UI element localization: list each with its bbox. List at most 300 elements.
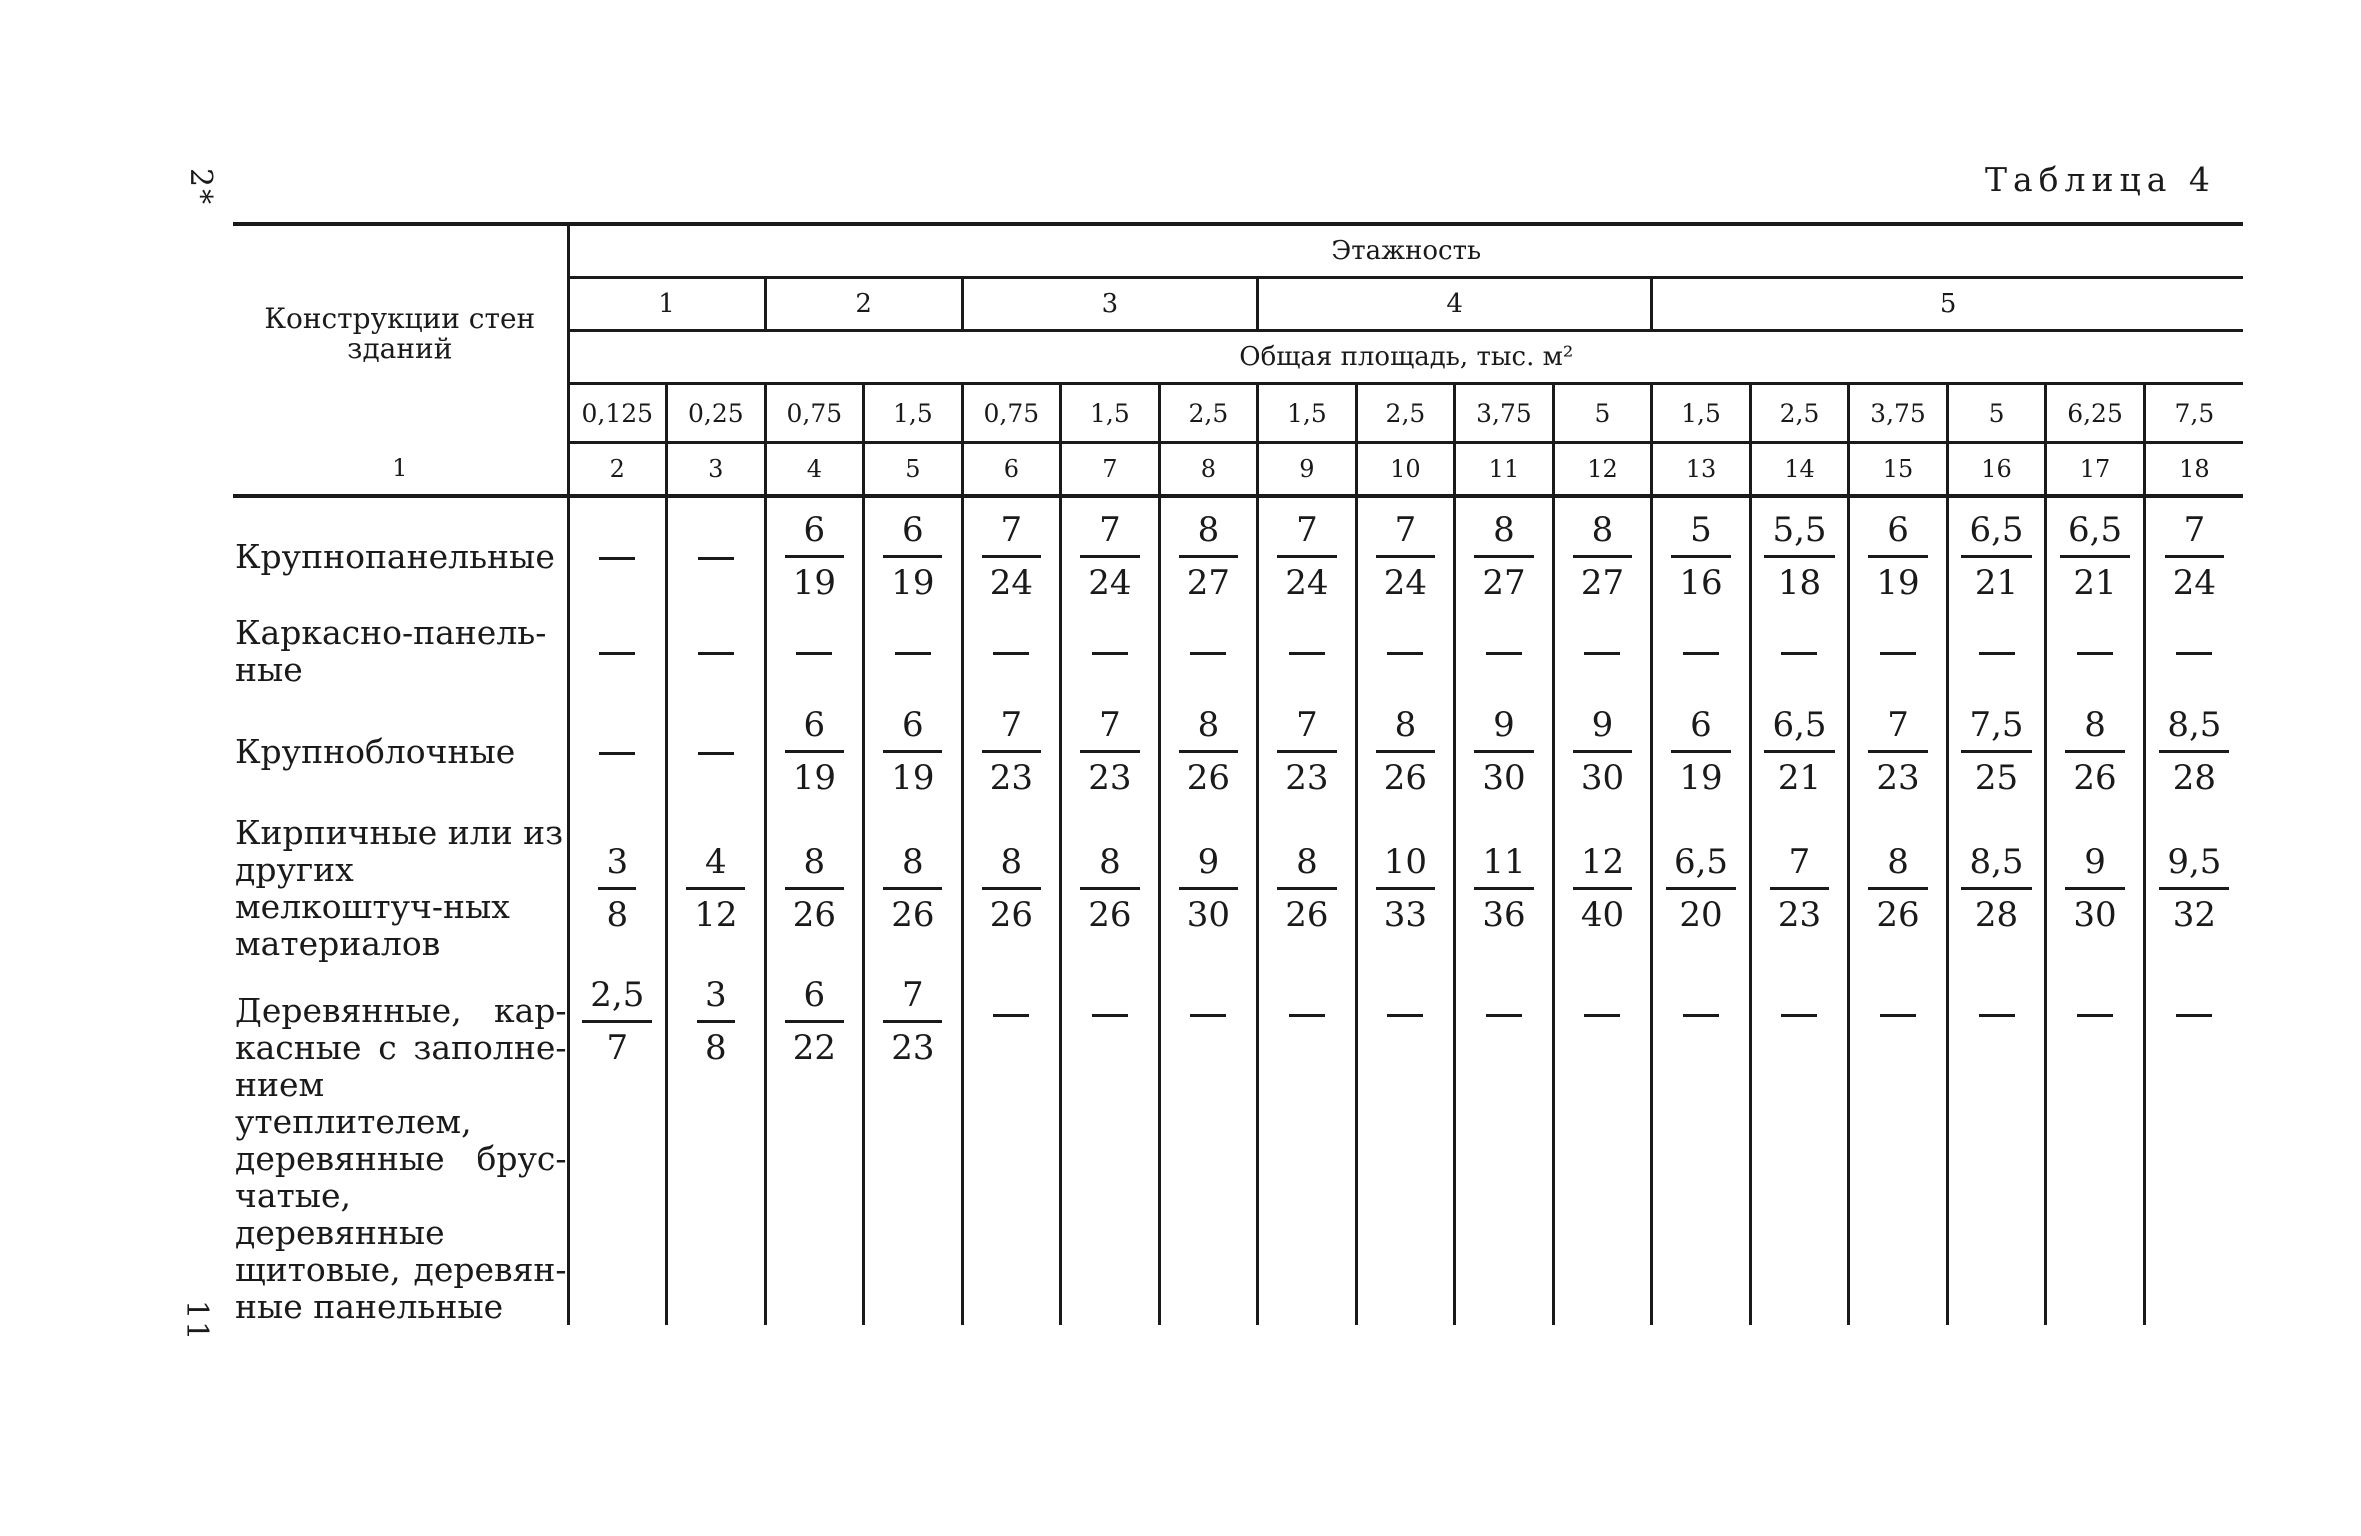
fraction-denominator: 26 bbox=[891, 894, 935, 935]
value-cell bbox=[962, 614, 1061, 688]
value-cell bbox=[1061, 814, 1160, 962]
value-cell bbox=[568, 614, 667, 688]
value-cell bbox=[765, 496, 864, 614]
fraction-denominator: 25 bbox=[1974, 757, 2019, 798]
fraction-denominator: 26 bbox=[1876, 894, 1920, 935]
fraction bbox=[2065, 837, 2124, 940]
fraction-denominator: 24 bbox=[1285, 562, 1329, 603]
area-value: 1,5 bbox=[1258, 384, 1357, 443]
fraction-denominator: 20 bbox=[1679, 894, 1723, 935]
fraction bbox=[1376, 700, 1435, 803]
fraction-numerator: 6,5 bbox=[1961, 505, 2031, 558]
fraction-numerator: 8 bbox=[1277, 837, 1336, 890]
fraction bbox=[883, 970, 942, 1073]
row-label: Кирпичные или из других мелкоштуч-ных материалов bbox=[233, 814, 568, 962]
dash-mark bbox=[1387, 652, 1423, 655]
row-label: Каркасно-панель-ные bbox=[233, 614, 568, 688]
fraction-numerator: 6 bbox=[785, 970, 844, 1023]
fraction-denominator: 27 bbox=[1482, 562, 1526, 603]
value-cell bbox=[1159, 814, 1258, 962]
dash-mark bbox=[1486, 1014, 1522, 1017]
dash-mark bbox=[698, 652, 734, 655]
fraction-numerator: 6 bbox=[1868, 505, 1927, 558]
value-cell bbox=[1750, 814, 1849, 962]
fraction bbox=[1961, 837, 2031, 940]
fraction-numerator: 12 bbox=[1573, 837, 1632, 890]
area-value: 0,75 bbox=[962, 384, 1061, 443]
fraction bbox=[785, 837, 844, 940]
fraction-numerator: 6 bbox=[785, 700, 844, 753]
value-cell bbox=[667, 962, 766, 1325]
fraction-denominator: 23 bbox=[989, 757, 1033, 798]
value-cell bbox=[667, 614, 766, 688]
value-cell bbox=[1159, 614, 1258, 688]
page-number: 11 bbox=[179, 1300, 214, 1343]
fraction bbox=[1573, 837, 1632, 940]
fraction bbox=[2159, 837, 2229, 940]
table-row bbox=[233, 962, 2243, 1325]
fraction bbox=[1868, 700, 1927, 803]
value-cell bbox=[1849, 962, 1948, 1325]
fraction-numerator: 8 bbox=[883, 837, 942, 890]
value-cell bbox=[1947, 688, 2046, 814]
fraction bbox=[982, 837, 1041, 940]
fraction bbox=[982, 700, 1041, 803]
fraction bbox=[785, 700, 844, 803]
fraction-denominator: 26 bbox=[989, 894, 1033, 935]
value-cell bbox=[1947, 614, 2046, 688]
fraction-numerator: 9 bbox=[1474, 700, 1533, 753]
header-row-column-numbers bbox=[233, 443, 2243, 497]
fraction-denominator: 30 bbox=[1580, 757, 1625, 798]
header-row-floors-title bbox=[233, 224, 2243, 278]
fraction-numerator: 5 bbox=[1671, 505, 1730, 558]
table-caption: Таблица 4 bbox=[1985, 160, 2216, 199]
fraction-numerator: 9,5 bbox=[2159, 837, 2229, 890]
fraction-numerator: 8 bbox=[1179, 700, 1238, 753]
value-cell bbox=[667, 688, 766, 814]
fraction bbox=[1474, 700, 1533, 803]
fraction-numerator: 5,5 bbox=[1764, 505, 1834, 558]
value-cell bbox=[864, 614, 963, 688]
fraction-denominator: 30 bbox=[1186, 894, 1231, 935]
area-value: 7,5 bbox=[2144, 384, 2243, 443]
page-marker-top: 2* bbox=[183, 168, 218, 207]
value-cell bbox=[864, 962, 963, 1325]
dash-mark bbox=[2077, 1014, 2113, 1017]
floor-group-2: 2 bbox=[765, 278, 962, 331]
fraction-denominator: 26 bbox=[2073, 757, 2117, 798]
value-cell bbox=[1652, 688, 1751, 814]
value-cell bbox=[1750, 496, 1849, 614]
value-cell bbox=[568, 814, 667, 962]
value-cell bbox=[1061, 688, 1160, 814]
column-number: 12 bbox=[1553, 443, 1652, 497]
column-number: 15 bbox=[1849, 443, 1948, 497]
fraction bbox=[2065, 700, 2124, 803]
value-cell bbox=[1849, 614, 1948, 688]
fraction bbox=[883, 837, 942, 940]
value-cell bbox=[1750, 688, 1849, 814]
fraction-numerator: 2,5 bbox=[582, 970, 652, 1023]
fraction-numerator: 6 bbox=[1671, 700, 1730, 753]
fraction-denominator: 8 bbox=[705, 1028, 727, 1068]
fraction bbox=[1376, 505, 1435, 608]
fraction-numerator: 6 bbox=[785, 505, 844, 558]
value-cell bbox=[962, 496, 1061, 614]
value-cell bbox=[1356, 496, 1455, 614]
value-cell bbox=[568, 962, 667, 1325]
data-table bbox=[233, 222, 2243, 1325]
fraction-denominator: 8 bbox=[606, 894, 629, 935]
fraction-denominator: 12 bbox=[694, 894, 738, 935]
dash-mark bbox=[2077, 652, 2113, 655]
fraction-numerator: 6,5 bbox=[1764, 700, 1834, 753]
fraction-denominator: 19 bbox=[792, 562, 836, 603]
floors-title: Этажность bbox=[568, 224, 2243, 278]
value-cell bbox=[962, 814, 1061, 962]
dash-mark bbox=[2176, 652, 2212, 655]
fraction-denominator: 16 bbox=[1679, 562, 1723, 603]
fraction bbox=[1179, 505, 1238, 608]
fraction-numerator: 3 bbox=[598, 837, 636, 890]
fraction bbox=[1868, 837, 1927, 940]
row-label-header: Конструкции стен зданий bbox=[233, 224, 568, 443]
fraction bbox=[785, 505, 844, 608]
fraction bbox=[1080, 837, 1139, 940]
fraction bbox=[1764, 700, 1834, 803]
column-number: 17 bbox=[2046, 443, 2145, 497]
fraction-denominator: 19 bbox=[1876, 562, 1920, 603]
value-cell bbox=[568, 688, 667, 814]
fraction-denominator: 27 bbox=[1186, 562, 1231, 603]
value-cell bbox=[1455, 814, 1554, 962]
fraction-numerator: 6 bbox=[883, 505, 942, 558]
area-value: 0,25 bbox=[667, 384, 766, 443]
fraction bbox=[1474, 505, 1533, 608]
table-row bbox=[233, 614, 2243, 688]
fraction-denominator: 7 bbox=[606, 1028, 629, 1068]
column-number: 7 bbox=[1061, 443, 1160, 497]
fraction-numerator: 8 bbox=[982, 837, 1041, 890]
dash-mark bbox=[993, 1014, 1029, 1017]
column-number: 3 bbox=[667, 443, 766, 497]
value-cell bbox=[1258, 962, 1357, 1325]
fraction bbox=[1277, 505, 1336, 608]
fraction-numerator: 8,5 bbox=[2159, 700, 2229, 753]
value-cell bbox=[1553, 962, 1652, 1325]
fraction-numerator: 7 bbox=[2165, 505, 2224, 558]
fraction bbox=[582, 970, 652, 1073]
value-cell bbox=[1849, 688, 1948, 814]
value-cell bbox=[2046, 814, 2145, 962]
fraction-numerator: 7 bbox=[1080, 700, 1139, 753]
area-value: 2,5 bbox=[1750, 384, 1849, 443]
fraction bbox=[1080, 700, 1139, 803]
value-cell bbox=[667, 814, 766, 962]
fraction-numerator: 6 bbox=[883, 700, 942, 753]
fraction-denominator: 19 bbox=[891, 562, 935, 603]
column-number: 13 bbox=[1652, 443, 1751, 497]
dash-mark bbox=[599, 557, 635, 560]
area-value: 1,5 bbox=[864, 384, 963, 443]
value-cell bbox=[1258, 614, 1357, 688]
fraction-denominator: 26 bbox=[792, 894, 836, 935]
fraction-numerator: 3 bbox=[697, 970, 735, 1023]
dash-mark bbox=[1387, 1014, 1423, 1017]
dash-mark bbox=[1289, 1014, 1325, 1017]
fraction-numerator: 7 bbox=[1868, 700, 1927, 753]
column-number: 4 bbox=[765, 443, 864, 497]
fraction bbox=[1573, 505, 1632, 608]
value-cell bbox=[1455, 614, 1554, 688]
value-cell bbox=[1159, 962, 1258, 1325]
value-cell bbox=[962, 688, 1061, 814]
fraction bbox=[785, 970, 844, 1073]
fraction-denominator: 32 bbox=[2172, 894, 2217, 935]
fraction bbox=[2165, 505, 2224, 608]
fraction-numerator: 6,5 bbox=[1666, 837, 1736, 890]
value-cell bbox=[1947, 814, 2046, 962]
fraction-denominator: 22 bbox=[792, 1028, 836, 1068]
fraction-denominator: 26 bbox=[1088, 894, 1132, 935]
fraction-numerator: 7 bbox=[1277, 505, 1336, 558]
value-cell bbox=[864, 814, 963, 962]
fraction-numerator: 11 bbox=[1474, 837, 1533, 890]
dash-mark bbox=[1584, 652, 1620, 655]
fraction-denominator: 26 bbox=[1285, 894, 1329, 935]
value-cell bbox=[1652, 814, 1751, 962]
fraction-denominator: 28 bbox=[1974, 894, 2019, 935]
table-row bbox=[233, 496, 2243, 614]
value-cell bbox=[1258, 688, 1357, 814]
value-cell bbox=[1553, 688, 1652, 814]
dash-mark bbox=[698, 752, 734, 755]
area-value: 0,75 bbox=[765, 384, 864, 443]
value-cell bbox=[1455, 688, 1554, 814]
fraction-denominator: 24 bbox=[1383, 562, 1428, 603]
floor-group-3: 3 bbox=[962, 278, 1258, 331]
value-cell bbox=[2046, 962, 2145, 1325]
value-cell bbox=[568, 496, 667, 614]
area-value: 5 bbox=[1947, 384, 2046, 443]
column-number: 9 bbox=[1258, 443, 1357, 497]
fraction-numerator: 7 bbox=[1770, 837, 1829, 890]
dash-mark bbox=[1683, 652, 1719, 655]
fraction bbox=[1277, 837, 1336, 940]
fraction-denominator: 40 bbox=[1580, 894, 1625, 935]
fraction-numerator: 9 bbox=[1179, 837, 1238, 890]
fraction-numerator: 8 bbox=[1080, 837, 1139, 890]
fraction-denominator: 24 bbox=[2172, 562, 2217, 603]
dash-mark bbox=[1880, 652, 1916, 655]
dash-mark bbox=[2176, 1014, 2212, 1017]
fraction bbox=[1080, 505, 1139, 608]
value-cell bbox=[1849, 496, 1948, 614]
floor-group-4: 4 bbox=[1258, 278, 1652, 331]
row-label: Деревянные, кар-касные с заполне-нием утеплителем, деревянные брус-чатые, деревянные щитовые, деревян-ные панельные bbox=[233, 962, 568, 1325]
fraction-numerator: 7 bbox=[982, 505, 1041, 558]
dash-mark bbox=[1584, 1014, 1620, 1017]
value-cell bbox=[1356, 814, 1455, 962]
value-cell bbox=[765, 688, 864, 814]
value-cell bbox=[2144, 496, 2243, 614]
value-cell bbox=[1061, 614, 1160, 688]
column-number: 6 bbox=[962, 443, 1061, 497]
value-cell bbox=[1356, 962, 1455, 1325]
dash-mark bbox=[1190, 1014, 1226, 1017]
fraction-denominator: 23 bbox=[891, 1028, 935, 1068]
fraction-numerator: 10 bbox=[1376, 837, 1435, 890]
value-cell bbox=[765, 814, 864, 962]
area-value: 2,5 bbox=[1159, 384, 1258, 443]
value-cell bbox=[2046, 614, 2145, 688]
fraction-denominator: 28 bbox=[2172, 757, 2217, 798]
table-row bbox=[233, 814, 2243, 962]
fraction bbox=[1573, 700, 1632, 803]
fraction bbox=[1671, 505, 1730, 608]
row-label: Крупноблочные bbox=[233, 688, 568, 814]
fraction bbox=[1666, 837, 1736, 940]
fraction-numerator: 4 bbox=[686, 837, 745, 890]
area-title: Общая площадь, тыс. м² bbox=[568, 331, 2243, 384]
fraction-denominator: 21 bbox=[1974, 562, 2019, 603]
fraction-denominator: 19 bbox=[1679, 757, 1723, 798]
value-cell bbox=[1750, 962, 1849, 1325]
value-cell bbox=[2046, 688, 2145, 814]
fraction bbox=[1961, 700, 2031, 803]
fraction bbox=[2159, 700, 2229, 803]
fraction-denominator: 24 bbox=[1088, 562, 1132, 603]
value-cell bbox=[2144, 962, 2243, 1325]
dash-mark bbox=[1092, 652, 1128, 655]
fraction bbox=[686, 837, 745, 940]
dash-mark bbox=[895, 652, 931, 655]
fraction bbox=[883, 700, 942, 803]
value-cell bbox=[1652, 614, 1751, 688]
column-number: 18 bbox=[2144, 443, 2243, 497]
column-number: 5 bbox=[864, 443, 963, 497]
fraction bbox=[1474, 837, 1533, 940]
value-cell bbox=[2144, 814, 2243, 962]
value-cell bbox=[1356, 614, 1455, 688]
value-cell bbox=[2144, 614, 2243, 688]
area-value: 2,5 bbox=[1356, 384, 1455, 443]
fraction-denominator: 30 bbox=[1482, 757, 1526, 798]
fraction bbox=[1179, 700, 1238, 803]
dash-mark bbox=[993, 652, 1029, 655]
fraction-denominator: 26 bbox=[1383, 757, 1428, 798]
area-value: 5 bbox=[1553, 384, 1652, 443]
dash-mark bbox=[1092, 1014, 1128, 1017]
area-value: 0,125 bbox=[568, 384, 667, 443]
dash-mark bbox=[599, 652, 635, 655]
dash-mark bbox=[1289, 652, 1325, 655]
fraction-numerator: 6,5 bbox=[2060, 505, 2130, 558]
fraction-numerator: 8 bbox=[1868, 837, 1927, 890]
value-cell bbox=[1455, 496, 1554, 614]
fraction bbox=[1868, 505, 1927, 608]
fraction-denominator: 23 bbox=[1876, 757, 1920, 798]
value-cell bbox=[1061, 962, 1160, 1325]
fraction-numerator: 8,5 bbox=[1961, 837, 2031, 890]
fraction-denominator: 23 bbox=[1088, 757, 1132, 798]
value-cell bbox=[1849, 814, 1948, 962]
value-cell bbox=[864, 688, 963, 814]
area-value: 1,5 bbox=[1652, 384, 1751, 443]
value-cell bbox=[2046, 496, 2145, 614]
fraction-denominator: 36 bbox=[1482, 894, 1526, 935]
column-number: 16 bbox=[1947, 443, 2046, 497]
fraction-numerator: 8 bbox=[1474, 505, 1533, 558]
fraction bbox=[883, 505, 942, 608]
fraction-denominator: 19 bbox=[891, 757, 935, 798]
value-cell bbox=[1947, 496, 2046, 614]
value-cell bbox=[1356, 688, 1455, 814]
fraction-denominator: 24 bbox=[989, 562, 1033, 603]
fraction-numerator: 9 bbox=[2065, 837, 2124, 890]
fraction bbox=[1770, 837, 1829, 940]
fraction-denominator: 21 bbox=[1777, 757, 1822, 798]
fraction-numerator: 7 bbox=[982, 700, 1041, 753]
fraction-numerator: 7 bbox=[1376, 505, 1435, 558]
fraction-denominator: 27 bbox=[1580, 562, 1625, 603]
value-cell bbox=[1159, 688, 1258, 814]
area-value: 1,5 bbox=[1061, 384, 1160, 443]
column-number: 8 bbox=[1159, 443, 1258, 497]
fraction bbox=[1671, 700, 1730, 803]
value-cell bbox=[1159, 496, 1258, 614]
column-number: 10 bbox=[1356, 443, 1455, 497]
column-number: 11 bbox=[1455, 443, 1554, 497]
dash-mark bbox=[796, 652, 832, 655]
fraction-denominator: 26 bbox=[1186, 757, 1231, 798]
dash-mark bbox=[1979, 652, 2015, 655]
fraction-numerator: 7 bbox=[1080, 505, 1139, 558]
value-cell bbox=[1652, 496, 1751, 614]
fraction-numerator: 8 bbox=[2065, 700, 2124, 753]
fraction-numerator: 7 bbox=[883, 970, 942, 1023]
value-cell bbox=[765, 962, 864, 1325]
floor-group-1: 1 bbox=[568, 278, 765, 331]
fraction bbox=[1179, 837, 1238, 940]
column-number: 14 bbox=[1750, 443, 1849, 497]
fraction-numerator: 8 bbox=[1376, 700, 1435, 753]
fraction bbox=[1277, 700, 1336, 803]
column-number: 1 bbox=[233, 443, 568, 497]
fraction-denominator: 30 bbox=[2073, 894, 2117, 935]
column-number: 2 bbox=[568, 443, 667, 497]
value-cell bbox=[667, 496, 766, 614]
dash-mark bbox=[1979, 1014, 2015, 1017]
area-value: 6,25 bbox=[2046, 384, 2145, 443]
fraction-numerator: 8 bbox=[785, 837, 844, 890]
value-cell bbox=[1061, 496, 1160, 614]
fraction-denominator: 23 bbox=[1777, 894, 1822, 935]
fraction-denominator: 33 bbox=[1383, 894, 1428, 935]
dash-mark bbox=[1486, 652, 1522, 655]
value-cell bbox=[1750, 614, 1849, 688]
value-cell bbox=[1258, 814, 1357, 962]
dash-mark bbox=[698, 557, 734, 560]
value-cell bbox=[1553, 614, 1652, 688]
area-value: 3,75 bbox=[1455, 384, 1554, 443]
fraction-numerator: 9 bbox=[1573, 700, 1632, 753]
fraction-denominator: 21 bbox=[2073, 562, 2117, 603]
fraction bbox=[982, 505, 1041, 608]
dash-mark bbox=[1781, 652, 1817, 655]
fraction-numerator: 8 bbox=[1573, 505, 1632, 558]
